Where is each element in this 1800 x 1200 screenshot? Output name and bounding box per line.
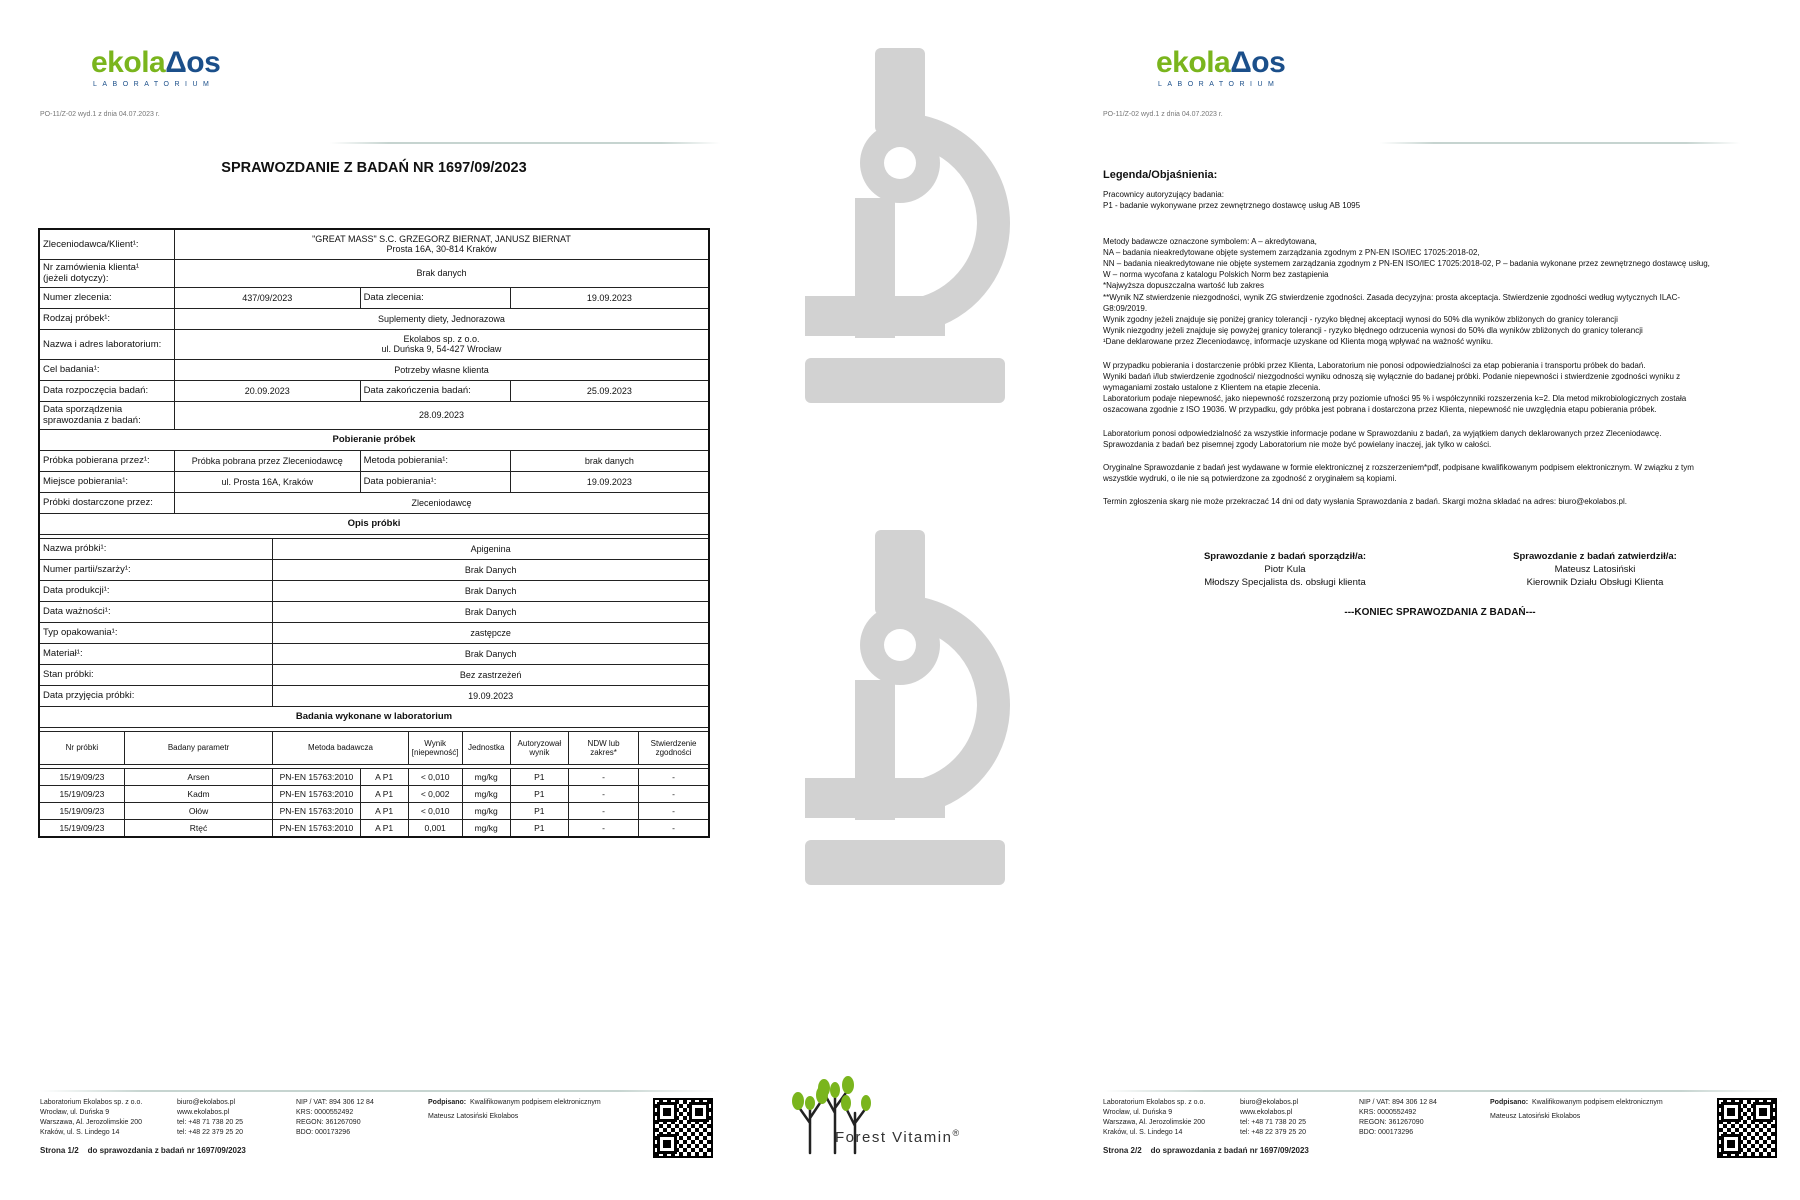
report-page-2	[1080, 0, 1800, 1200]
qr-code-icon	[653, 1098, 713, 1158]
results-section: Badania wykonane w laboratorium	[39, 706, 709, 727]
result-row: 15/19/09/23 Arsen PN-EN 15763:2010 A P1 < 0,010 mg/kg P1 - -	[39, 768, 709, 785]
desc-row: Data ważności¹: Brak Danych	[39, 601, 709, 622]
client-row: Zleceniodawca/Klient¹: "GREAT MASS" S.C. GRZEGORZ BIERNAT, JANUSZ BIERNAT Prosta 16A, 30-814 Kraków	[39, 229, 709, 259]
header-rule	[330, 142, 720, 144]
footer-rule	[1103, 1090, 1783, 1092]
footer-contact: biuro@ekolabos.pl www.ekolabos.pl tel: +48 71 738 20 25 tel: +48 22 379 25 20	[177, 1099, 243, 1136]
prepared-by: Sprawozdanie z badań sporządził/a: Piotr Kula Młodszy Specjalista ds. obsługi klienta	[1203, 551, 1367, 588]
purpose-row: Cel badania¹: Potrzeby własne klienta	[39, 359, 709, 380]
ekolabos-logo: ekolaΔos LABORATORIUM	[1156, 46, 1286, 88]
desc-row: Numer partii/szarży¹: Brak Danych	[39, 559, 709, 580]
footer-rule	[40, 1090, 720, 1092]
desc-row: Nazwa próbki¹: Apigenina	[39, 538, 709, 559]
desc-row: Data przyjęcia próbki: 19.09.2023	[39, 685, 709, 706]
footer-registration: NIP / VAT: 894 306 12 84 KRS: 0000552492 REGON: 361267090 BDO: 000173296	[1359, 1099, 1437, 1136]
footer-signature: Podpisano: Kwalifikowanym podpisem elektronicznym Mateusz Latosiński Ekolabos	[1490, 1099, 1663, 1120]
header-rule	[1380, 142, 1740, 144]
page-number: Strona 2/2 do sprawozdania z badań nr 1697/09/2023	[1103, 1146, 1309, 1155]
result-row: 15/19/09/23 Rtęć PN-EN 15763:2010 A P1 0,001 mg/kg P1 - -	[39, 819, 709, 837]
delivered-by-row: Próbki dostarczone przez: Zleceniodawcę	[39, 492, 709, 513]
report-table	[38, 228, 710, 838]
sampled-by-row: Próbka pobierana przez¹: Próbka pobrana przez Zleceniodawcę Metoda pobierania¹: brak danych	[39, 450, 709, 471]
footer-signature: Podpisano: Kwalifikowanym podpisem elektronicznym Mateusz Latosiński Ekolabos	[428, 1099, 601, 1120]
desc-row: Typ opakowania¹: zastępcze	[39, 622, 709, 643]
order-no-row: Nr zamówienia klienta¹ (jeżeli dotyczy): Brak danych	[39, 259, 709, 287]
result-row: 15/19/09/23 Ołów PN-EN 15763:2010 A P1 < 0,010 mg/kg P1 - -	[39, 802, 709, 819]
approved-by: Sprawozdanie z badań zatwierdził/a: Mateusz Latosiński Kierownik Działu Obsługi Klienta	[1513, 551, 1677, 588]
dates-row: Data rozpoczęcia badań: 20.09.2023 Data zakończenia badań: 25.09.2023	[39, 380, 709, 401]
sample-type-row: Rodzaj próbek¹: Suplementy diety, Jednorazowa	[39, 308, 709, 329]
result-row: 15/19/09/23 Kadm PN-EN 15763:2010 A P1 < 0,002 mg/kg P1 - -	[39, 785, 709, 802]
legend-text: Legenda/Objaśnienia: Pracownicy autoryzujący badania: P1 - badanie wykonywane przez zewnętrznego dostawcę usług AB 1095 Metody badawcze oznaczone symbolem: A – akredytowana, NA – badania nieakredytowane objęte systemem zarządzania zgodnym z PN-EN ISO/IEC 17025:2018-02, NN – badania nieakredytowane nie objęte systemem zarządzania zgodnym z PN-EN ISO/IEC 17025:2018-02, P – badania wykonane przez zewnętrznego dostawcę usług, W – norma wycofana z katalogu Polskich Norm bez zastąpienia *Najwyższa dopuszczalna wartość lub zakres **Wynik NZ stwierdzenie niezgodności, wynik ZG stwierdzenie zgodności. Zasada decyzyjna: prosta akceptacja. Stwierdzenie zgodności według wytycznych ILAC- G8:09/2019. Wynik zgodny jeżeli znajduje się poniżej granicy tolerancji - ryzyko błędnej akceptacji wynosi do 50% dla wyników zbliżonych do granicy tolerancji Wynik niezgodny jeżeli znajduje się powyżej granicy tolerancji - ryzyko błędnego odrzucenia wynosi do 50% dla wyników zbliżonych do granicy tolerancji ¹Dane deklarowane przez Zleceniodawcę, informacje uzyskane od Klienta mogą wpływać na ważność wyniku. W przypadku pobierania i dostarczenie próbki przez Klienta, Laboratorium nie ponosi odpowiedzialności za etap pobierania i transportu próbek do badań. Wyniki badań i/lub stwierdzenie zgodności/ niezgodności wyniku odnoszą się wyłącznie do badanej próbki. Podanie niepewności i stwierdzenie zgodności wyniku z wymaganiami zostało ustalone z Klientem na etapie zlecenia. Laboratorium podaje niepewność, jako niepewność rozszerzoną przy poziomie ufności 95 % i współczynniki rozszerzenia k=2. Dla metod mikrobiologicznych została oszacowana zgodnie z ISO 19036. W przypadku, gdy próbka jest pobrana i dostarczona przez Klienta, niepewność nie uwzględnia etapu pobierania próbek. Laboratorium ponosi odpowiedzialność za wszystkie informacje podane w Sprawozdaniu z badań, za wyjątkiem danych deklarowanych przez Zleceniodawcę. Sprawozdania z badań bez pisemnej zgody Laboratorium nie może być powielany inaczej, jak tylko w całości. Oryginalne Sprawozdanie z badań jest wydawane w formie elektronicznej z rozszerzeniem*pdf, podpisane kwalifikowanym podpisem elektronicznym. W związku z tym wszystkie wydruki, o ile nie są potwierdzone za zgodność z oryginałem są kopiami. Termin zgłoszenia skarg nie może przekraczać 14 dni od daty wysłania Sprawozdania z badań. Skargi można składać na adres: biuro@ekolabos.pl.	[1103, 170, 1778, 508]
document-reference: PO-11/Z-02 wyd.1 z dnia 04.07.2023 r.	[1103, 111, 1223, 118]
report-date-row: Data sporządzenia sprawozdania z badań: 28.09.2023	[39, 401, 709, 429]
legend-title: Legenda/Objaśnienia:	[1103, 169, 1218, 181]
page-number: Strona 1/2 do sprawozdania z badań nr 1697/09/2023	[40, 1146, 246, 1155]
document-reference: PO-11/Z-02 wyd.1 z dnia 04.07.2023 r.	[40, 111, 160, 118]
footer-address: Laboratorium Ekolabos sp. z o.o. Wrocław, ul. Duńska 9 Warszawa, Al. Jerozolimskie 200 Kraków, ul. S. Lindego 14	[1103, 1099, 1206, 1136]
order-row: Numer zlecenia: 437/09/2023 Data zlecenia: 19.09.2023	[39, 287, 709, 308]
microscope-watermark-icon	[805, 530, 1015, 900]
description-section: Opis próbki	[39, 513, 709, 534]
footer-registration: NIP / VAT: 894 306 12 84 KRS: 0000552492 REGON: 361267090 BDO: 000173296	[296, 1099, 374, 1136]
footer-address: Laboratorium Ekolabos sp. z o.o. Wrocław, ul. Duńska 9 Warszawa, Al. Jerozolimskie 200 Kraków, ul. S. Lindego 14	[40, 1099, 143, 1136]
sampling-place-row: Miejsce pobierania¹: ul. Prosta 16A, Kraków Data pobierania¹: 19.09.2023	[39, 471, 709, 492]
desc-row: Materiał¹: Brak Danych	[39, 643, 709, 664]
report-title: SPRAWOZDANIE Z BADAŃ NR 1697/09/2023	[221, 160, 527, 176]
results-header-row: Nr próbki Badany parametr Metoda badawcza Wynik [niepewność] Jednostka Autoryzował wynik NDW lub zakres* Stwierdzenie zgodności	[39, 731, 709, 764]
desc-row: Data produkcji¹: Brak Danych	[39, 580, 709, 601]
forest-vitamin-brand: Forest Vitamin®	[835, 1128, 961, 1146]
microscope-watermark-icon	[805, 48, 1015, 418]
report-end: ---KONIEC SPRAWOZDANIA Z BADAŃ---	[1344, 607, 1536, 618]
footer-contact: biuro@ekolabos.pl www.ekolabos.pl tel: +48 71 738 20 25 tel: +48 22 379 25 20	[1240, 1099, 1306, 1136]
desc-row: Stan próbki: Bez zastrzeżeń	[39, 664, 709, 685]
lab-row: Nazwa i adres laboratorium: Ekolabos sp. z o.o. ul. Duńska 9, 54-427 Wrocław	[39, 329, 709, 359]
qr-code-icon	[1717, 1098, 1777, 1158]
ekolabos-logo: ekolaΔos LABORATORIUM	[91, 46, 221, 88]
sampling-section: Pobieranie próbek	[39, 429, 709, 450]
